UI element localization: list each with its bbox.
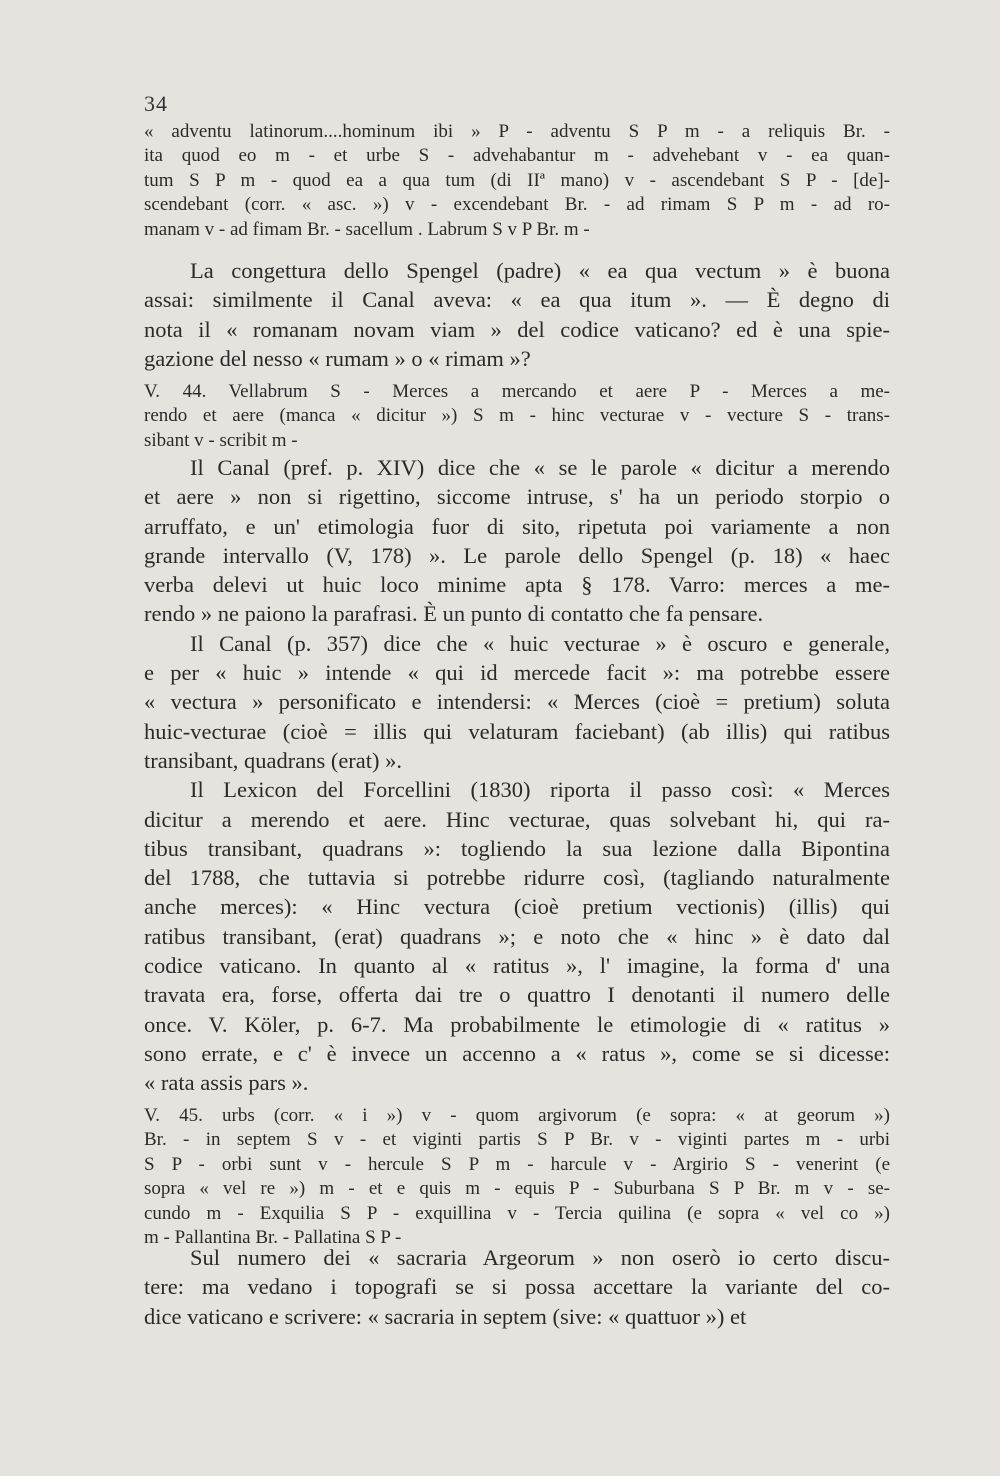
apparatus-note <box>144 380 890 453</box>
text-line: Il Lexicon del Forcellini (1830) riporta il passo così: « Merces <box>190 777 890 803</box>
text-line: arruffato, e un' etimologia fuor di sito, ripetuta poi variamente a non <box>144 513 890 539</box>
apparatus-note <box>144 120 890 242</box>
text-line: La congettura dello Spengel (padre) « ea qua vectum » è buona <box>190 258 890 283</box>
text-line: huic-vecturae (cioè = illis qui velaturam faciebant) (ab illis) qui ratibus <box>144 718 890 744</box>
text-line: « vectura » personificato e intendersi: « Merces (cioè = pretium) soluta <box>144 689 890 715</box>
text-line: gazione del nesso « rumam » o « rimam »? <box>144 345 531 371</box>
text-line: ratibus transibant, (erat) quadrans »; e noto che « hinc » è dato dal <box>144 923 890 949</box>
text-line: rendo » ne paiono la parafrasi. È un punto di contatto che fa pensare. <box>144 601 764 627</box>
text-line: verba delevi ut huic loco minime apta § 178. Varro: merces a me- <box>144 572 890 598</box>
text-line: scendebant (corr. « asc. ») v - excendebant Br. - ad rimam S P m - ad ro- <box>144 194 890 216</box>
text-line: sibant v - scribit m - <box>144 429 298 451</box>
text-line: m - Pallantina Br. - Pallatina S P - <box>144 1226 402 1248</box>
page-number: 34 <box>144 91 168 116</box>
text-line: transibant, quadrans (erat) ». <box>144 747 403 773</box>
commentary-paragraph <box>144 256 890 373</box>
text-line: « rata assis pars ». <box>144 1070 309 1096</box>
text-line: rendo et aere (manca « dicitur ») S m - hinc vecturae v - vecture S - trans- <box>144 405 890 427</box>
text-line: tum S P m - quod ea a qua tum (di IIª mano) v - ascendebant S P - [de]- <box>144 169 890 191</box>
text-line: Br. - in septem S v - et viginti partis S P Br. v - viginti partes m - urbi <box>144 1129 890 1151</box>
text-line: Il Canal (p. 357) dice che « huic vecturae » è oscuro e generale, <box>190 630 890 656</box>
text-line: sono errate, e c' è invece un accenno a « ratus », come se si dicesse: <box>144 1040 890 1066</box>
text-line: nota il « romanam novam viam » del codice vaticano? ed è una spie- <box>144 316 890 342</box>
text-line: Il Canal (pref. p. XIV) dice che « se le parole « dicitur a merendo <box>190 455 890 480</box>
text-line: ita quod eo m - et urbe S - advehabantur m - advehebant v - ea quan- <box>144 145 890 167</box>
text-line: V. 44. Vellabrum S - Merces a mercando et aere P - Merces a me- <box>144 381 890 402</box>
text-line: dicitur a merendo et aere. Hinc vecturae, quas solvebant hi, qui ra- <box>144 806 890 832</box>
text-line: tere: ma vedano i topografi se si possa accettare la variante del co- <box>144 1274 890 1300</box>
text-line: sopra « vel re ») m - et e quis m - equis P - Suburbana S P Br. m v - se- <box>144 1178 890 1200</box>
text-line: « adventu latinorum....hominum ibi » P - adventu S P m - a reliquis Br. - <box>144 121 890 142</box>
text-line: grande intervallo (V, 178) ». Le parole dello Spengel (p. 18) « haec <box>144 542 890 568</box>
text-line: once. V. Köler, p. 6-7. Ma probabilmente le etimologie di « ratitus » <box>144 1011 890 1037</box>
text-line: del 1788, che tuttavia si potrebbe ridurre così, (tagliando naturalmente <box>144 865 890 891</box>
text-line: e per « huic » intende « qui id mercede facit »: ma potrebbe essere <box>144 660 890 686</box>
text-line: travata era, forse, offerta dai tre o quattro I denotanti il numero delle <box>144 982 890 1008</box>
text-line: et aere » non si rigettino, siccome intruse, s' ha un periodo storpio o <box>144 484 890 510</box>
text-line: Sul numero dei « sacraria Argeorum » non oserò io certo discu- <box>190 1245 890 1270</box>
apparatus-note <box>144 1104 890 1250</box>
text-line: cundo m - Exquilia S P - exquillina v - Tercia quilina (e sopra « vel co ») <box>144 1202 890 1224</box>
text-line: manam v - ad fimam Br. - sacellum . Labrum S v P Br. m - <box>144 218 590 240</box>
text-line: dice vaticano e scrivere: « sacraria in septem (sive: « quattuor ») et <box>144 1303 747 1329</box>
text-line: V. 45. urbs (corr. « i ») v - quom argivorum (e sopra: « at georum ») <box>144 1105 890 1126</box>
text-line: assai: similmente il Canal aveva: « ea qua itum ». — È degno di <box>144 287 890 313</box>
text-line: codice vaticano. In quanto al « ratitus », l' imagine, la forma d' una <box>144 953 890 979</box>
commentary-paragraph <box>144 1243 890 1331</box>
text-line: tibus transibant, quadrans »: togliendo la sua lezione dalla Bipontina <box>144 835 890 861</box>
commentary-paragraph <box>144 453 890 1098</box>
text-line: anche merces): « Hinc vectura (cioè pretium vectionis) (illis) qui <box>144 894 890 920</box>
text-line: S P - orbi sunt v - hercule S P m - harcule v - Argirio S - venerint (e <box>144 1153 890 1175</box>
